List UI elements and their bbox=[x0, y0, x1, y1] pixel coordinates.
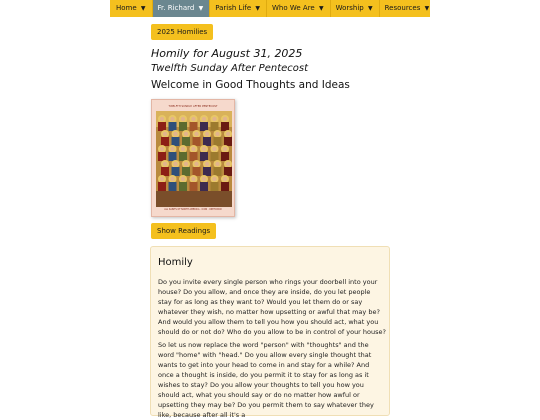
nav-item-label: Who We Are bbox=[272, 4, 315, 12]
nav-item-label: Fr. Richard bbox=[157, 4, 195, 12]
homilies-2025-button[interactable]: 2025 Homilies bbox=[151, 24, 213, 40]
chevron-down-icon: ▼ bbox=[140, 5, 146, 12]
homily-paragraph: So let us now replace the word "person" with "thoughts" and the word "home" with "head." Do you allow every single thought that wants to get into your head to come in and stay for a while? And once a thought is inside, do you permit it to stay for as long as it wishes to stay? Do you allow your thoughts to tell you how you should act, what you should say or do no matter how awful or upsetting they may be? Do you permit them to say whatever they like, because after all it's a bbox=[158, 341, 374, 419]
saints-icon-image[interactable] bbox=[151, 99, 235, 217]
chevron-down-icon: ▼ bbox=[255, 5, 260, 12]
nav-item-fr-richard[interactable] bbox=[152, 0, 210, 17]
nav-item-label: Worship bbox=[335, 4, 364, 12]
show-readings-button[interactable]: Show Readings bbox=[151, 223, 216, 239]
saints-icon-art bbox=[156, 111, 232, 207]
main-nav bbox=[110, 0, 430, 17]
nav-item-label: Resources bbox=[384, 4, 421, 12]
nav-item-resources[interactable] bbox=[379, 0, 436, 17]
chevron-down-icon: ▼ bbox=[424, 5, 430, 12]
nav-item-label: Parish Life bbox=[215, 4, 252, 12]
chevron-down-icon: ▼ bbox=[367, 5, 373, 12]
homily-panel-title: Homily bbox=[158, 257, 193, 268]
nav-item-worship[interactable] bbox=[330, 0, 379, 17]
homily-heading: Welcome in Good Thoughts and Ideas bbox=[151, 79, 350, 91]
icon-caption-top: TWELFTH SUNDAY AFTER PENTECOST bbox=[168, 105, 218, 108]
homily-date-title: Homily for August 31, 2025 bbox=[151, 47, 303, 60]
homily-occasion: Twelfth Sunday After Pentecost bbox=[151, 63, 309, 74]
homily-paragraph: Do you invite every single person who rings your doorbell into your house? Do you allow, and once they are inside, do you let people stay for as long as they want to? Would you let them do or say whatever they wish, no matter how upsetting or awful that may be? And would you allow them to tell you how you should act, what you should do or not do? Who do you allow to be in control of your house? bbox=[158, 278, 386, 336]
homily-panel bbox=[150, 246, 390, 419]
chevron-down-icon: ▼ bbox=[198, 5, 204, 12]
nav-item-home[interactable] bbox=[110, 0, 152, 17]
nav-item-who-we-are[interactable] bbox=[266, 0, 330, 17]
nav-item-parish-life[interactable] bbox=[209, 0, 266, 17]
chevron-down-icon: ▼ bbox=[318, 5, 324, 12]
icon-caption-bottom: ALL SAINTS OF NORTH AMERICA · ICON · ORTHODOX bbox=[164, 208, 222, 211]
nav-item-label: Home bbox=[116, 4, 137, 12]
